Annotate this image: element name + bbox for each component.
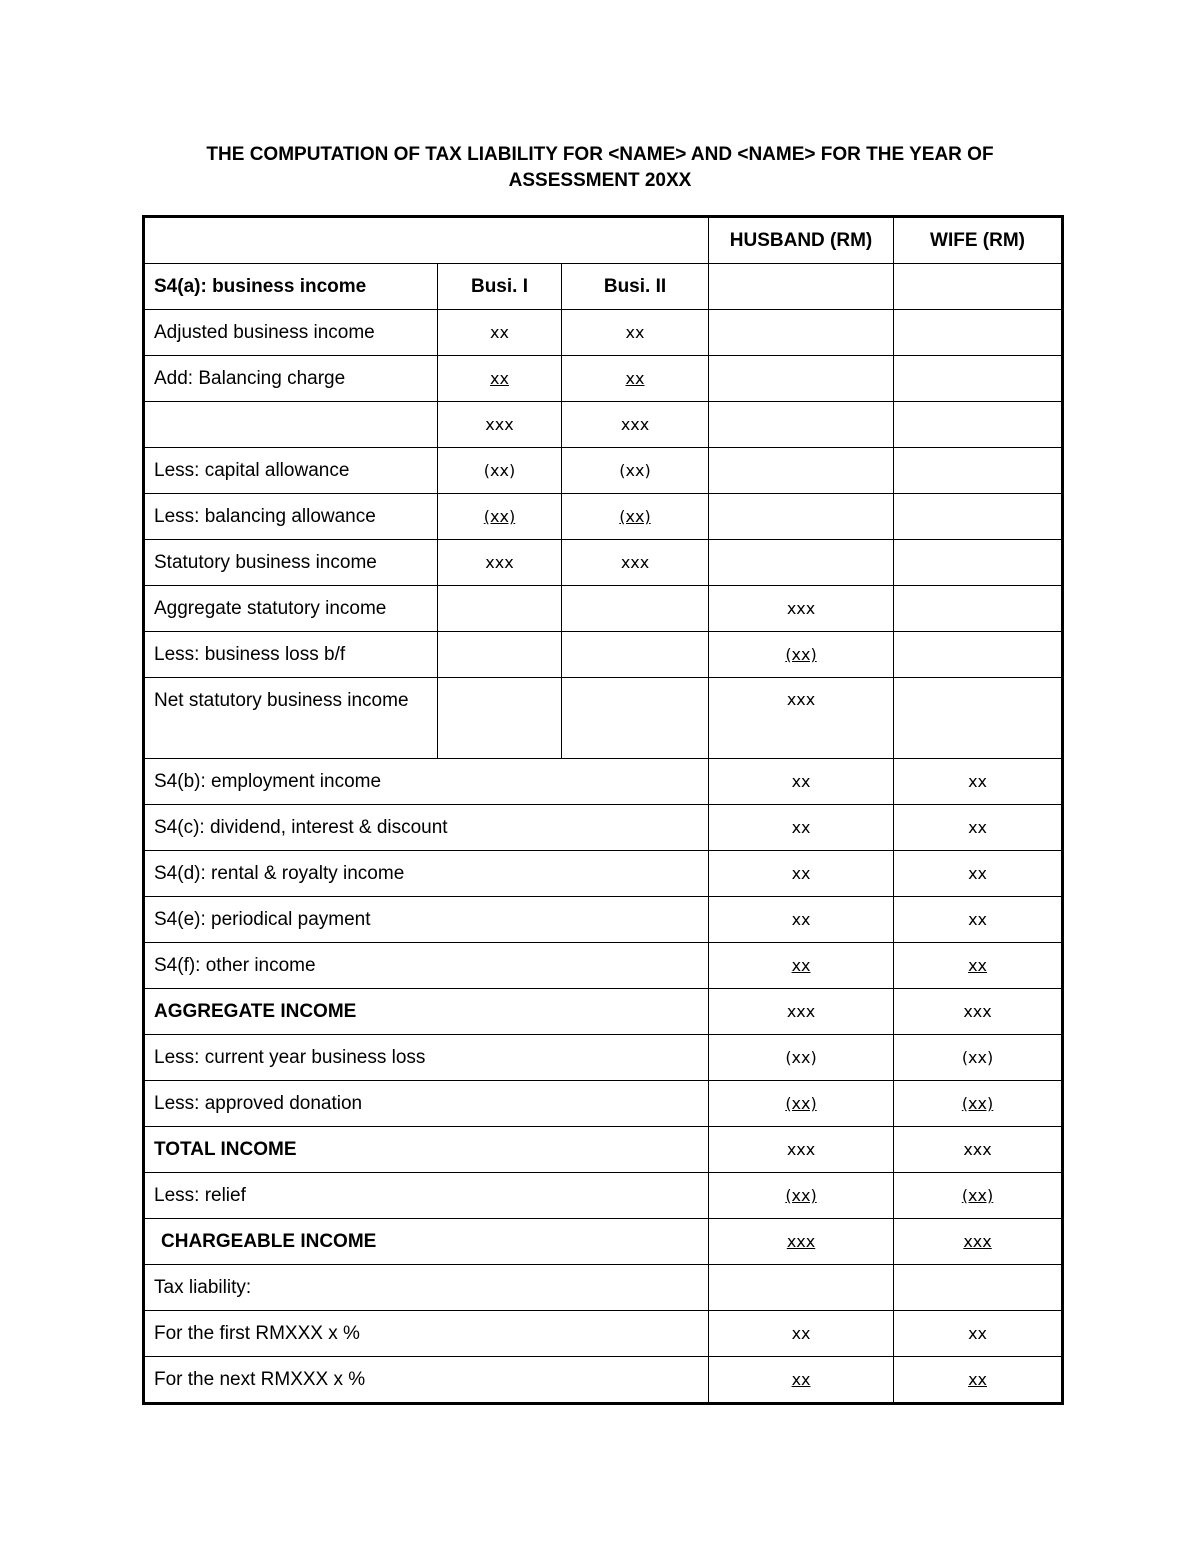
business-heading: S4(a): business income <box>144 264 438 310</box>
table-row: Add: Balancing charge xx xx <box>144 356 1063 402</box>
aggregate-income-row: AGGREGATE INCOME xxx xxx <box>144 989 1063 1035</box>
chargeable-income-row: CHARGEABLE INCOME xxx xxx <box>144 1219 1063 1265</box>
busi2-column-header: Busi. II <box>562 264 709 310</box>
table-row: xxx xxx <box>144 402 1063 448</box>
wife-column-header: WIFE (RM) <box>894 217 1063 264</box>
table-row: S4(c): dividend, interest & discount xx xx <box>144 805 1063 851</box>
aggregate-statutory-row: Aggregate statutory income xxx <box>144 586 1063 632</box>
husband-column-header: HUSBAND (RM) <box>709 217 894 264</box>
document-title <box>140 142 1060 194</box>
table-row: Statutory business income xxx xxx <box>144 540 1063 586</box>
table-row: Adjusted business income xx xx <box>144 310 1063 356</box>
current-loss-row: Less: current year business loss (xx) (xx) <box>144 1035 1063 1081</box>
title-line-2: ASSESSMENT 20XX <box>508 170 692 191</box>
table-row: S4(e): periodical payment xx xx <box>144 897 1063 943</box>
table-row: S4(b): employment income xx xx <box>144 759 1063 805</box>
busi1-column-header: Busi. I <box>438 264 562 310</box>
header-blank-cell <box>144 217 709 264</box>
table-row: S4(d): rental & royalty income xx xx <box>144 851 1063 897</box>
relief-row: Less: relief (xx) (xx) <box>144 1173 1063 1219</box>
business-heading-row <box>144 264 1063 310</box>
net-statutory-row: Net statutory business income xxx <box>144 678 1063 759</box>
table-row: Less: capital allowance (xx) (xx) <box>144 448 1063 494</box>
loss-bf-row: Less: business loss b/f (xx) <box>144 632 1063 678</box>
tax-computation-table <box>142 215 1064 1405</box>
first-band-row: For the first RMXXX x % xx xx <box>144 1311 1063 1357</box>
tax-liability-row: Tax liability: <box>144 1265 1063 1311</box>
title-line-1: THE COMPUTATION OF TAX LIABILITY FOR <NAME> AND <NAME> FOR THE YEAR OF <box>206 144 994 165</box>
next-band-row: For the next RMXXX x % xx xx <box>144 1357 1063 1404</box>
donation-row: Less: approved donation (xx) (xx) <box>144 1081 1063 1127</box>
table-row: S4(f): other income xx xx <box>144 943 1063 989</box>
header-row <box>144 217 1063 264</box>
total-income-row: TOTAL INCOME xxx xxx <box>144 1127 1063 1173</box>
table-row: Less: balancing allowance (xx) (xx) <box>144 494 1063 540</box>
